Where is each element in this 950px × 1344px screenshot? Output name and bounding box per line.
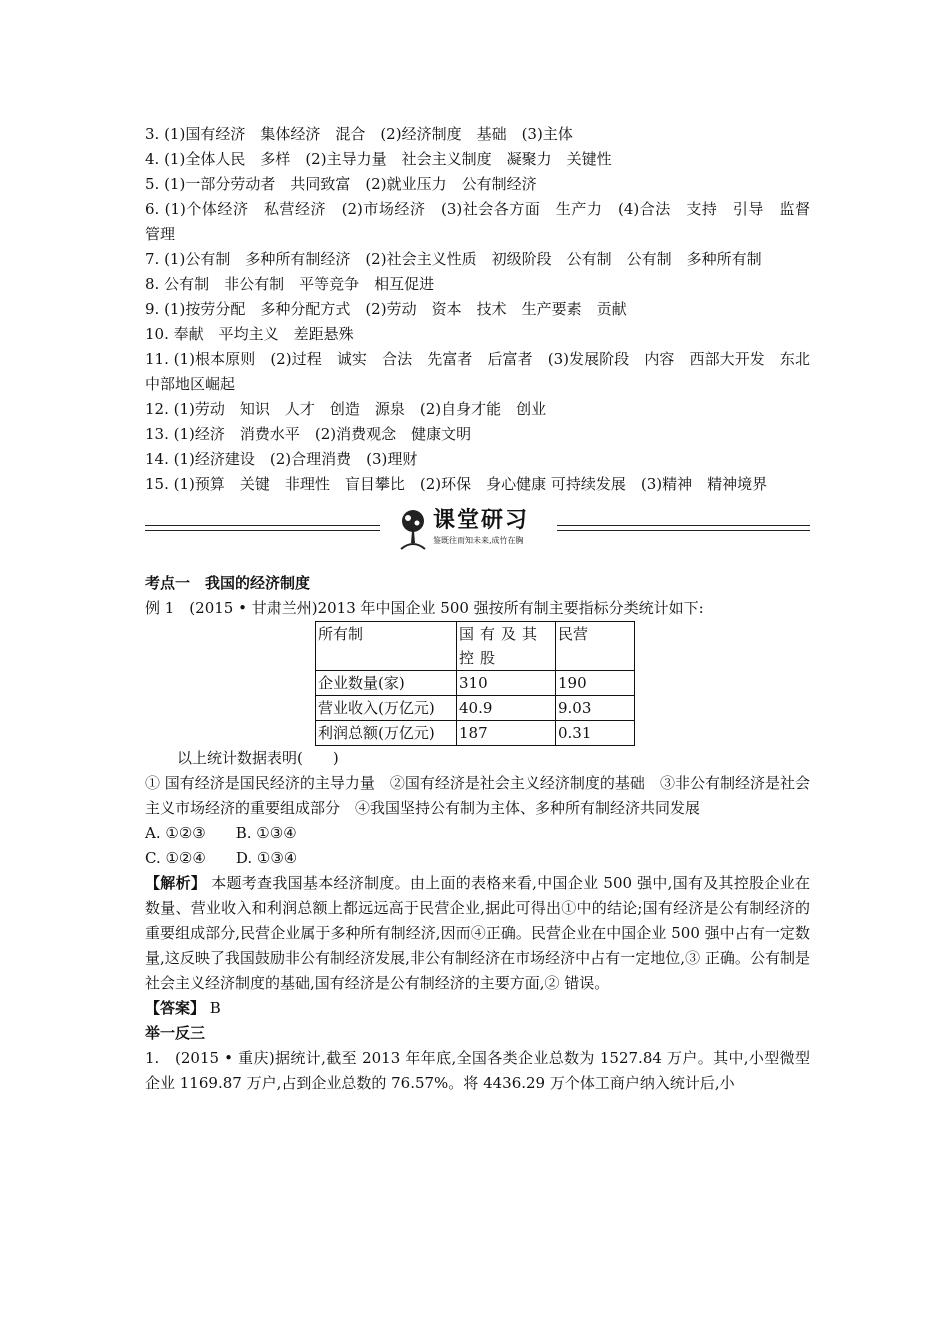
table-row (316, 721, 635, 746)
answer-line: 10. 奉献 平均主义 差距悬殊 (145, 325, 354, 343)
practice-question-1: 1. (2015 • 重庆)据统计,截至 2013 年年底,全国各类企业总数为 1527.84 万户。其中,小型微型企业 1169.87 万户,占到企业总数的 76.57%。将 4436.29 万个体工商户纳入统计后,小 (145, 1049, 810, 1092)
table-cell: 310 (457, 671, 556, 696)
table-row (316, 696, 635, 721)
banner-rule-right (557, 525, 810, 531)
analysis-paragraph (145, 871, 810, 996)
banner-logo (397, 507, 547, 557)
answer-line: 6. (1)个体经济 私营经济 (2)市场经济 (3)社会各方面 生产力 (4)合法 支持 引导 监督 管理 (145, 200, 826, 243)
table-cell: 9.03 (556, 696, 635, 721)
answer-line: 4. (1)全体人民 多样 (2)主导力量 社会主义制度 凝聚力 关键性 (145, 150, 612, 168)
table-cell: 营业收入(万亿元) (316, 696, 457, 721)
option-row (145, 846, 810, 871)
table-row (316, 671, 635, 696)
answer-line: 7. (1)公有制 多种所有制经济 (2)社会主义性质 初级阶段 公有制 公有制 多种所有制 (145, 250, 762, 268)
practice-heading: 举一反三 (145, 1024, 206, 1042)
section-title: 考点一 我国的经济制度 (145, 574, 311, 592)
answer-line: 9. (1)按劳分配 多种分配方式 (2)劳动 资本 技术 生产要素 贡献 (145, 300, 627, 318)
table-row (316, 622, 635, 671)
table-header-cell: 国有及其控股 (457, 622, 556, 671)
ownership-stats-table (315, 621, 635, 746)
table-header-cell: 民营 (556, 622, 635, 671)
analysis-label: 【解析】 (145, 874, 207, 892)
question-stem: 以上统计数据表明( ) (177, 749, 339, 767)
answer-value: B (209, 999, 221, 1017)
option-b: B. ①③④ (235, 824, 297, 842)
banner-subtitle: 鉴既往而知未来,成竹在胸 (433, 536, 524, 545)
answer-line: 14. (1)经济建设 (2)合理消费 (3)理财 (145, 450, 418, 468)
answer-line: 12. (1)劳动 知识 人才 创造 源泉 (2)自身才能 创业 (145, 400, 547, 418)
question-statements: ① 国有经济是国民经济的主导力量 ②国有经济是社会主义经济制度的基础 ③非公有制经济是社会主义市场经济的重要组成部分 ④我国坚持公有制为主体、多种所有制经济共同发展 (145, 774, 810, 817)
table-cell: 企业数量(家) (316, 671, 457, 696)
answer-line: 3. (1)国有经济 集体经济 混合 (2)经济制度 基础 (3)主体 (145, 125, 573, 143)
answer-line: 5. (1)一部分劳动者 共同致富 (2)就业压力 公有制经济 (145, 175, 537, 193)
table-header-cell: 所有制 (316, 622, 457, 671)
example-intro: 例 1 (2015 • 甘肃兰州)2013 年中国企业 500 强按所有制主要指标分类统计如下: (145, 599, 704, 617)
answer-label: 【答案】 (145, 999, 206, 1017)
option-c: C. ①②④ (145, 849, 206, 867)
table-cell: 0.31 (556, 721, 635, 746)
answer-paragraph (145, 996, 810, 1021)
answer-line: 8. 公有制 非公有制 平等竞争 相互促进 (145, 275, 435, 293)
answer-line: 15. (1)预算 关键 非理性 盲目攀比 (2)环保 身心健康 可持续发展 (3)精神 精神境界 (145, 475, 768, 493)
document-page (145, 122, 826, 1096)
analysis-text: 本题考查我国基本经济制度。由上面的表格来看,中国企业 500 强中,国有及其控股企业在数量、营业收入和利润总额上都远远高于民营企业,据此可得出①中的结论;国有经济是公有制经济的重要组成部分,民营企业属于多种所有制经济,因而④正确。民营企业在中国企业 500 强中占有一定数量,这反映了我国鼓励非公有制经济发展,非公有制经济在市场经济中占有一定地位,③ 正确。公有制是社会主义经济制度的基础,国有经济是公有制经济的主要方面,② 错误。 (145, 874, 810, 992)
table-cell: 利润总额(万亿元) (316, 721, 457, 746)
option-a: A. ①②③ (145, 824, 206, 842)
option-row (145, 821, 810, 846)
answer-list (145, 122, 826, 497)
study-tree-icon (397, 509, 429, 553)
option-d: D. ①③④ (235, 849, 298, 867)
banner-title: 课堂研习 (433, 508, 530, 533)
table-cell: 187 (457, 721, 556, 746)
table-cell: 190 (556, 671, 635, 696)
section-banner (145, 507, 810, 559)
banner-rule-left (145, 525, 380, 531)
table-cell: 40.9 (457, 696, 556, 721)
answer-line: 13. (1)经济 消费水平 (2)消费观念 健康文明 (145, 425, 472, 443)
answer-line: 11. (1)根本原则 (2)过程 诚实 合法 先富者 后富者 (3)发展阶段 内容 西部大开发 东北 中部地区崛起 (145, 350, 826, 393)
